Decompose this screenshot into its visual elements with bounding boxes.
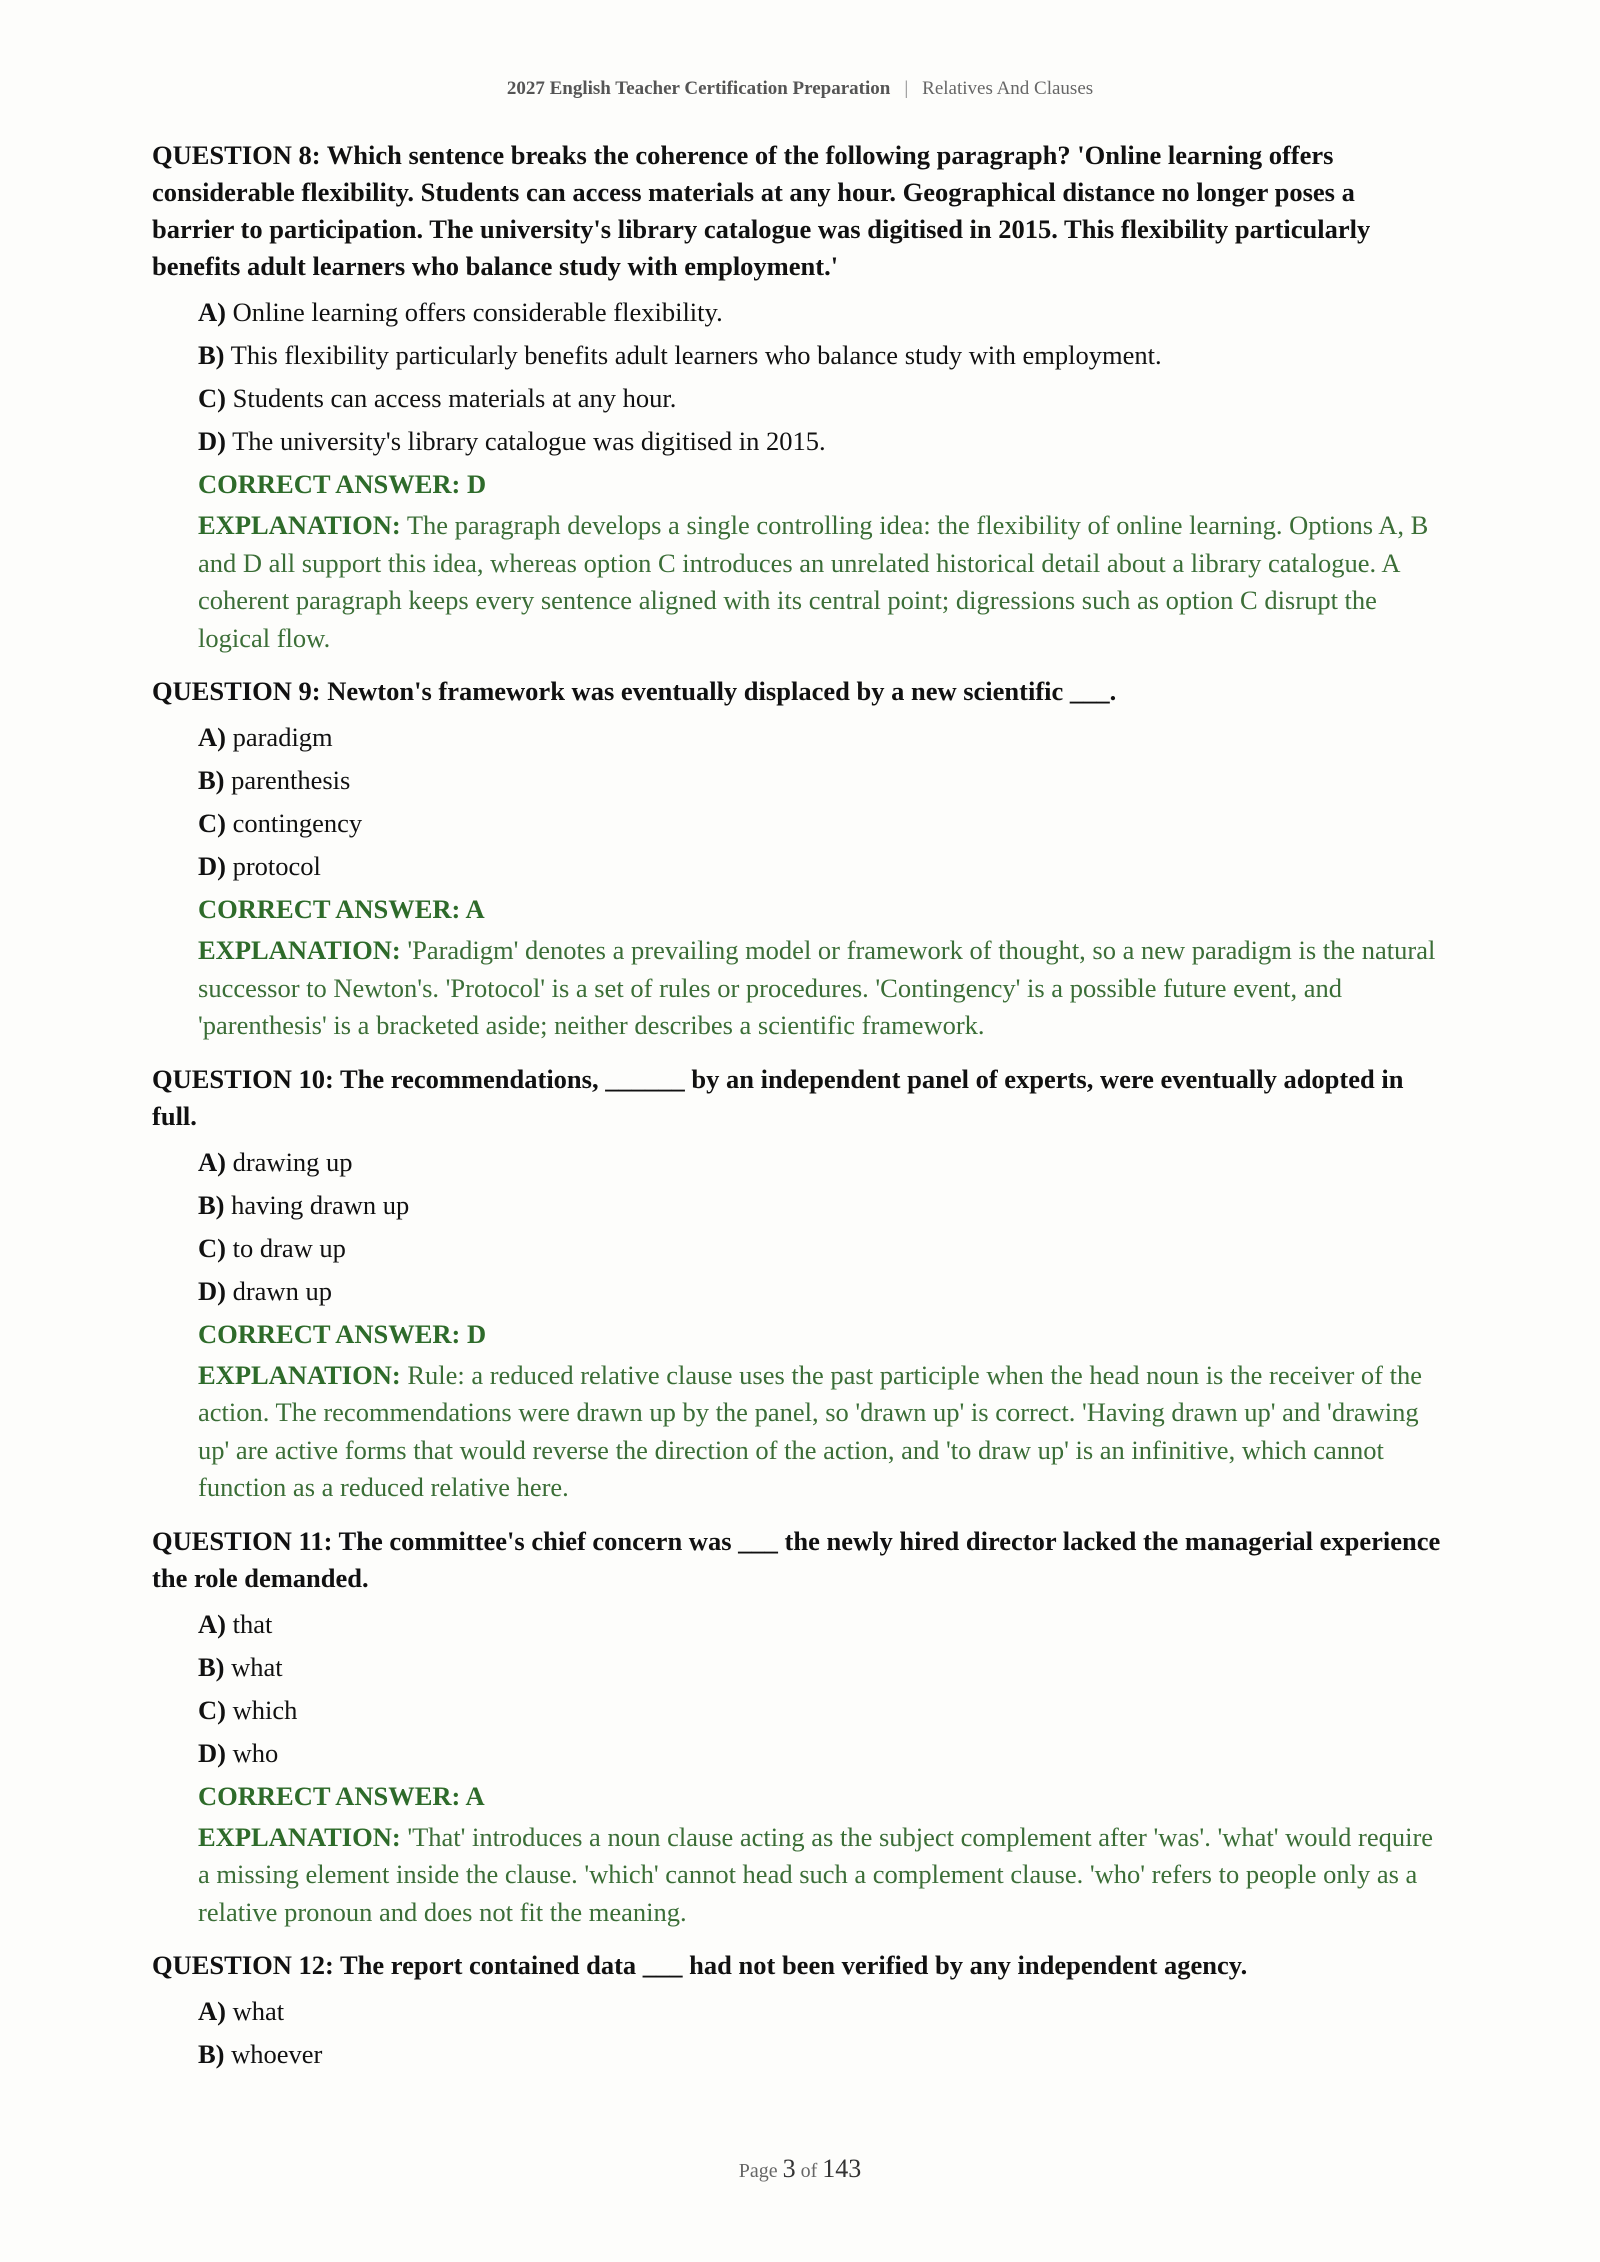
option-item — [198, 1603, 1442, 1646]
explanation-label: EXPLANATION: — [198, 1821, 401, 1852]
question-block — [152, 1947, 1442, 2076]
options-list — [198, 1603, 1442, 1775]
explanation-label: EXPLANATION: — [198, 510, 401, 540]
explanation — [198, 1819, 1442, 1932]
option-text: Students can access materials at any hour. — [232, 383, 677, 413]
option-item — [198, 1141, 1442, 1184]
option-text: what — [232, 1996, 285, 2026]
page-word: Page — [738, 2160, 778, 2182]
option-letter: C) — [198, 1232, 226, 1263]
option-item — [198, 1184, 1442, 1227]
header-separator: | — [904, 78, 909, 99]
page-header — [0, 78, 1600, 100]
option-text: to draw up — [232, 1232, 346, 1263]
correct-answer: CORRECT ANSWER: A — [198, 894, 485, 924]
header-title: 2027 English Teacher Certification Preparation — [506, 78, 891, 99]
options-list — [198, 716, 1442, 888]
option-item — [198, 334, 1442, 377]
question-text: QUESTION 8: Which sentence breaks the coherence of the following paragraph? 'Online learning offers considerable flexibility. Students can access materials at any hour. Geographical distance no longer poses a barrier to participation. The university's library catalogue was digitised in 2015. This flexibility particularly benefits adult learners who balance study with employment.' — [152, 140, 1371, 281]
explanation-text: 'That' introduces a noun clause acting as the subject complement after 'was'. 'what' would require a missing element inside the clause. 'which' cannot head such a complement clause. 'who' refers to people only as a relative pronoun and does not fit the meaning. — [198, 1821, 1434, 1927]
option-item — [198, 1689, 1442, 1732]
option-item — [198, 291, 1442, 334]
explanation-text: The paragraph develops a single controlling idea: the flexibility of online learning. Options A, B and D all support this idea, whereas option C introduces an unrelated historical detail about a library catalogue. A coherent paragraph keeps every sentence aligned with its central point; digressions such as option C disrupt the logical flow. — [198, 510, 1429, 653]
option-text: whoever — [231, 2039, 323, 2069]
explanation-text: 'Paradigm' denotes a prevailing model or framework of thought, so a new paradigm is the natural successor to Newton's. 'Protocol' is a set of rules or procedures. 'Contingency' is a possible future event, and 'parenthesis' is a bracketed aside; neither describes a scientific framework. — [198, 935, 1436, 1040]
of-word: of — [800, 2160, 818, 2182]
option-letter: A) — [198, 722, 226, 752]
option-text: what — [231, 1651, 283, 1682]
option-letter: D) — [198, 851, 226, 881]
question-block — [152, 673, 1442, 1045]
option-item — [198, 420, 1442, 463]
question-block — [152, 1061, 1442, 1507]
option-letter: B) — [198, 340, 225, 370]
option-text: that — [232, 1608, 273, 1639]
correct-answer: CORRECT ANSWER: A — [198, 1780, 485, 1811]
correct-answer: CORRECT ANSWER: D — [198, 469, 487, 499]
page-footer — [0, 2154, 1600, 2184]
option-text: drawn up — [232, 1275, 332, 1306]
option-text: having drawn up — [231, 1189, 410, 1220]
option-letter: B) — [198, 1651, 225, 1682]
option-letter: D) — [198, 1737, 226, 1768]
option-text: who — [232, 1737, 279, 1768]
explanation — [198, 507, 1442, 657]
option-item — [198, 2033, 1442, 2076]
option-text: which — [232, 1694, 298, 1725]
question-text: QUESTION 9: Newton's framework was eventually displaced by a new scientific ___. — [152, 676, 1117, 706]
options-list — [198, 1990, 1442, 2076]
option-item — [198, 377, 1442, 420]
option-item — [198, 845, 1442, 888]
page-number: 3 — [782, 2154, 796, 2183]
option-text: contingency — [232, 808, 363, 838]
option-item — [198, 1990, 1442, 2033]
option-letter: B) — [198, 1189, 225, 1220]
option-item — [198, 802, 1442, 845]
options-list — [198, 291, 1442, 463]
question-block — [152, 1523, 1442, 1932]
option-text: protocol — [232, 851, 321, 881]
option-letter: D) — [198, 1275, 226, 1306]
option-letter: B) — [198, 2039, 225, 2069]
explanation-label: EXPLANATION: — [198, 1359, 401, 1390]
option-text: drawing up — [232, 1146, 353, 1177]
option-text: The university's library catalogue was digitised in 2015. — [232, 426, 826, 456]
question-text: QUESTION 12: The report contained data ___ had not been verified by any independent agency. — [152, 1950, 1248, 1980]
option-text: parenthesis — [231, 765, 351, 795]
option-item — [198, 1732, 1442, 1775]
option-letter: A) — [198, 1996, 226, 2026]
option-item — [198, 1227, 1442, 1270]
option-text: Online learning offers considerable flexibility. — [232, 297, 723, 327]
option-letter: C) — [198, 383, 226, 413]
option-letter: D) — [198, 426, 226, 456]
question-block — [152, 137, 1442, 657]
total-pages: 143 — [822, 2154, 862, 2183]
option-item — [198, 1646, 1442, 1689]
option-letter: A) — [198, 1146, 226, 1177]
option-letter: C) — [198, 1694, 226, 1725]
explanation — [198, 932, 1442, 1045]
option-text: This flexibility particularly benefits adult learners who balance study with employment. — [230, 340, 1162, 370]
question-text: QUESTION 11: The committee's chief concern was ___ the newly hired director lacked the managerial experience the role demanded. — [152, 1525, 1441, 1593]
option-letter: B) — [198, 765, 225, 795]
option-item — [198, 716, 1442, 759]
options-list — [198, 1141, 1442, 1313]
correct-answer: CORRECT ANSWER: D — [198, 1318, 487, 1349]
explanation — [198, 1357, 1442, 1507]
explanation-label: EXPLANATION: — [198, 935, 401, 965]
header-section: Relatives And Clauses — [922, 78, 1094, 99]
option-item — [198, 1270, 1442, 1313]
option-letter: A) — [198, 297, 226, 327]
question-text: QUESTION 10: The recommendations, ______ by an independent panel of experts, were eventually adopted in full. — [152, 1063, 1404, 1131]
option-letter: C) — [198, 808, 226, 838]
option-text: paradigm — [232, 722, 333, 752]
option-letter: A) — [198, 1608, 226, 1639]
option-item — [198, 759, 1442, 802]
explanation-text: Rule: a reduced relative clause uses the past participle when the head noun is the receiver of the action. The recommendations were drawn up by the panel, so 'drawn up' is correct. 'Having drawn up' and 'drawing up' are active forms that would reverse the direction of the action, and 'to draw up' is an infinitive, which cannot function as a reduced relative here. — [198, 1359, 1422, 1502]
questions-content — [152, 137, 1442, 2092]
